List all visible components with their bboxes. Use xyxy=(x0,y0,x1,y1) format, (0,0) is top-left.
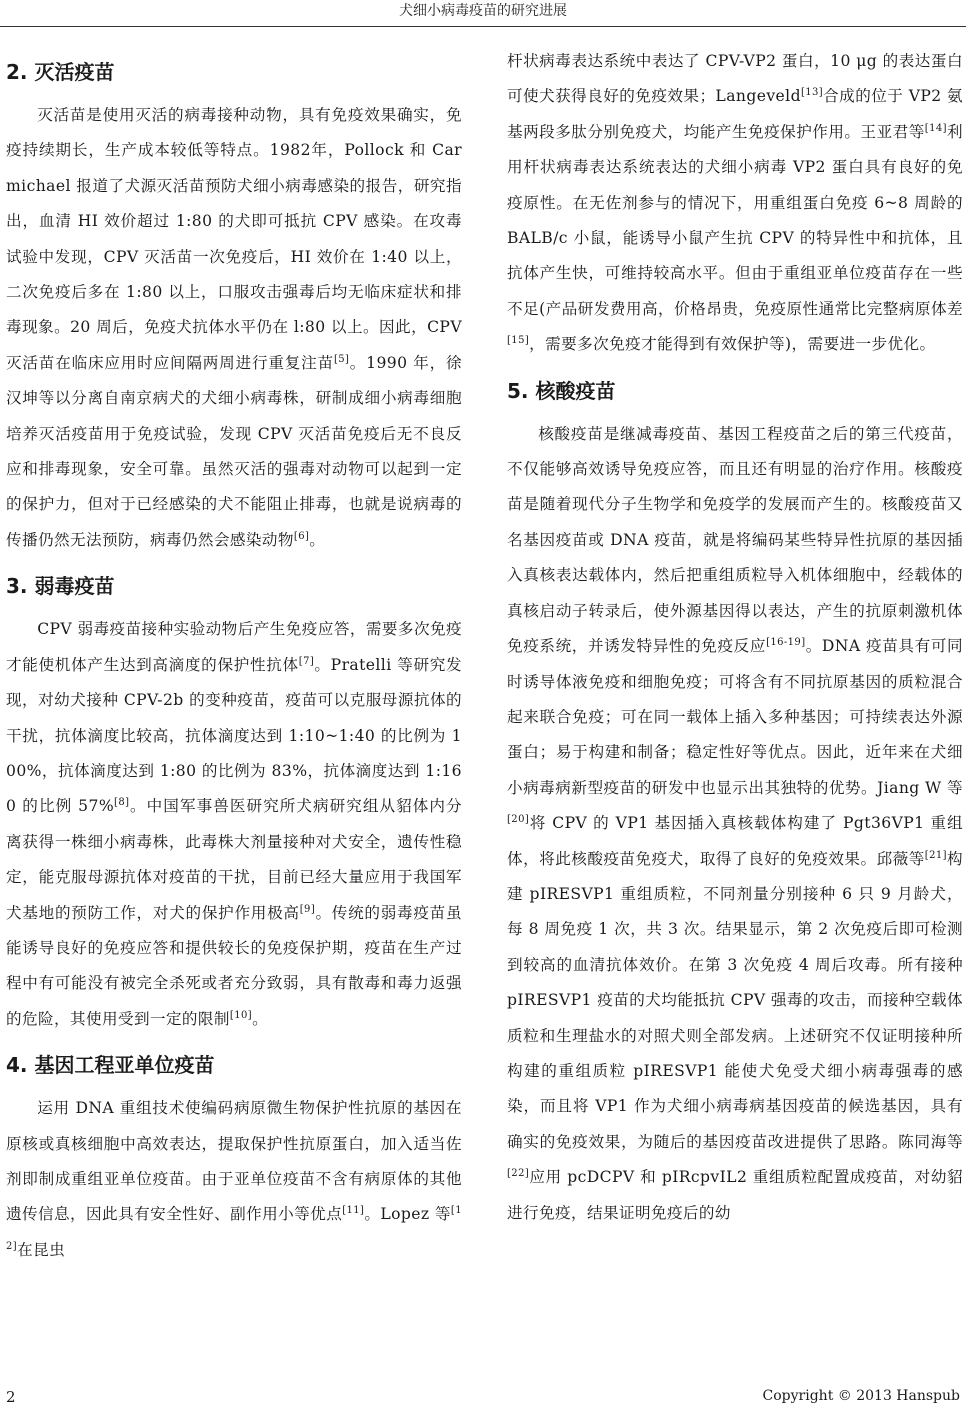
copyright-notice: Copyright © 2013 Hanspub xyxy=(762,1388,960,1404)
running-header xyxy=(0,0,966,27)
paragraph-nucleic-acid-vaccine: 核酸疫苗是继减毒疫苗、基因工程疫苗之后的第三代疫苗，不仅能够高效诱导免疫应答，而且还有明显的治疗作用。核酸疫苗是随着现代分子生物学和免疫学的发展而产生的。核酸疫苗又名基因疫苗或 DNA 疫苗，就是将编码某些特异性抗原的基因插入真核表达载体内，然后把重组质粒导入机体细胞中，经载体的真核启动子转录后，使外源基因得以表达，产生的抗原刺激机体免疫系统，并诱发特异性的免疫反应[16-19]。DNA 疫苗具有可同时诱导体液免疫和细胞免疫；可将含有不同抗原基因的质粒混合起来联合免疫；可在同一载体上插入多种基因；可持续表达外源蛋白；易于构建和制备；稳定性好等优点。因此，近年来在犬细小病毒病新型疫苗的研发中也显示出其独特的优势。Jiang W 等[20]将 CPV 的 VP1 基因插入真核载体构建了 Pgt36VP1 重组体，将此核酸疫苗免疫犬，取得了良好的免疫效果。邱薇等[21]构建 pIRESVP1 重组质粒，不同剂量分别接种 6 只 9 月龄犬，每 8 周免疫 1 次，共 3 次。结果显示，第 2 次免疫后即可检测到较高的血清抗体效价。在第 3 次免疫 4 周后攻毒。所有接种 pIRESVP1 疫苗的犬均能抵抗 CPV 强毒的攻击，而接种空载体质粒和生理盐水的对照犬则全部发病。上述研究不仅证明接种所构建的重组质粒 pIRESVP1 能使犬免受犬细小病毒强毒的感染，而且将 VP1 作为犬细小病毒病基因疫苗的候选基因，具有确实的免疫效果，为随后的基因疫苗改进提供了思路。陈同海等[22]应用 pcDCPV 和 pIRcpvIL2 重组质粒配置成疫苗，对幼貂进行免疫，结果证明免疫后的幼 xyxy=(507,424,963,1222)
citation-ref[interactable]: [15] xyxy=(507,335,530,347)
citation-ref[interactable]: [6] xyxy=(293,530,310,542)
citation-ref[interactable]: [14] xyxy=(924,122,947,134)
citation-ref[interactable]: [22] xyxy=(507,1168,530,1179)
citation-ref[interactable]: [11] xyxy=(342,1205,365,1217)
left-column xyxy=(6,44,462,1268)
paragraph-subunit-vaccine: 运用 DNA 重组技术使编码病原微生物保护性抗原的基因在原核或真核细胞中高效表达，提取保护性抗原蛋白，加入适当佐剂即制成重组亚单位疫苗。由于亚单位疫苗不含有病原体的其他遗传信息，因此具有安全性好、副作用小等优点[11]。Lopez 等[12]在昆虫 xyxy=(6,1099,462,1259)
citation-ref[interactable]: [20] xyxy=(507,813,530,825)
citation-ref[interactable]: [16-19] xyxy=(766,636,806,648)
section-heading-nucleic-acid-vaccine: 5. 核酸疫苗 xyxy=(507,378,616,403)
citation-ref[interactable]: [8] xyxy=(114,797,130,809)
citation-ref[interactable]: [13] xyxy=(800,87,824,99)
section-heading-subunit-vaccine: 4. 基因工程亚单位疫苗 xyxy=(6,1053,215,1078)
citation-ref[interactable]: [9] xyxy=(299,903,316,915)
paragraph-attenuated-vaccine: CPV 弱毒疫苗接种实验动物后产生免疫应答，需要多次免疫才能使机体产生达到高滴度的保护性抗体[7]。Pratelli 等研究发现，对幼犬接种 CPV-2b 的变种疫苗，疫苗可以克服母源抗体的干扰，抗体滴度比较高，抗体滴度达到 1:10~1:40 的比例为 100%，抗体滴度达到 1:80 的比例为 83%，抗体滴度达到 1:160 的比例 57%[8]。中国军事兽医研究所犬病研究组从貂体内分离获得一株细小病毒株，此毒株大剂量接种对犬安全，遗传性稳定，能克服母源抗体对疫苗的干扰，目前已经大量应用于我国军犬基地的预防工作，对犬的保护作用极高[9]。传统的弱毒疫苗虽能诱导良好的免疫应答和提供较长的免疫保护期，疫苗在生产过程中有可能没有被完全杀死或者充分致弱，具有散毒和毒力返强的危险，其使用受到一定的限制[10]。 xyxy=(6,620,462,1028)
journal-article-title: 犬细小病毒疫苗的研究进展 xyxy=(399,3,567,19)
citation-ref[interactable]: [10] xyxy=(229,1009,253,1021)
paragraph-inactivated-vaccine: 灭活苗是使用灭活的病毒接种动物，具有免疫效果确实，免疫持续期长，生产成本较低等特点。1982年，Pollock 和 Carmichael 报道了犬源灭活苗预防犬细小病毒感染的报告，研究指出，血清 HI 效价超过 1:80 的犬即可抵抗 CPV 感染。在攻毒试验中发现，CPV 灭活苗一次免疫后，HI 效价在 1:40 以上，二次免疫后多在 1:80 以上，口服攻击强毒后均无临床症状和排毒现象。20 周后，免疫犬抗体水平仍在 l:80 以上。因此，CPV 灭活苗在临床应用时应间隔两周进行重复注苗[5]。1990 年，徐汉坤等以分离自南京病犬的犬细小病毒株，研制成细小病毒细胞培养灭活疫苗用于免疫试验，发现 CPV 灭活苗免疫后无不良反应和排毒现象，安全可靠。虽然灭活的强毒对动物可以起到一定的保护力，但对于已经感染的犬不能阻止排毒，也就是说病毒的传播仍然无法预防，病毒仍然会感染动物[6]。 xyxy=(6,106,462,549)
citation-ref[interactable]: [21] xyxy=(924,849,947,861)
right-column xyxy=(507,44,963,1231)
section-heading-attenuated-vaccine: 3. 弱毒疫苗 xyxy=(6,574,115,599)
citation-ref[interactable]: [7] xyxy=(298,655,315,667)
section-heading-inactivated-vaccine: 2. 灭活疫苗 xyxy=(6,60,115,84)
citation-ref[interactable]: [12] xyxy=(6,1205,462,1252)
page-footer xyxy=(0,1388,966,1412)
citation-ref[interactable]: [5] xyxy=(333,353,350,365)
page-number: 2 xyxy=(6,1388,16,1406)
paragraph-subunit-vaccine-continued: 杆状病毒表达系统中表达了 CPV-VP2 蛋白，10 μg 的表达蛋白可使犬获得良好的免疫效果；Langeveld[13]合成的位于 VP2 氨基两段多肽分别免疫犬，均能产生免疫保护作用。王亚君等[14]利用杆状病毒表达系统表达的犬细小病毒 VP2 蛋白具有良好的免疫原性。在无佐剂参与的情况下，用重组蛋白免疫 6~8 周龄的 BALB/c 小鼠，能诱导小鼠产生抗 CPV 的特异性中和抗体，且抗体产生快，可维持较高水平。但由于重组亚单位疫苗存在一些不足(产品研发费用高，价格昂贵，免疫原性通常比完整病原体差[15]，需要多次免疫才能得到有效保护等)，需要进一步优化。 xyxy=(507,52,963,354)
